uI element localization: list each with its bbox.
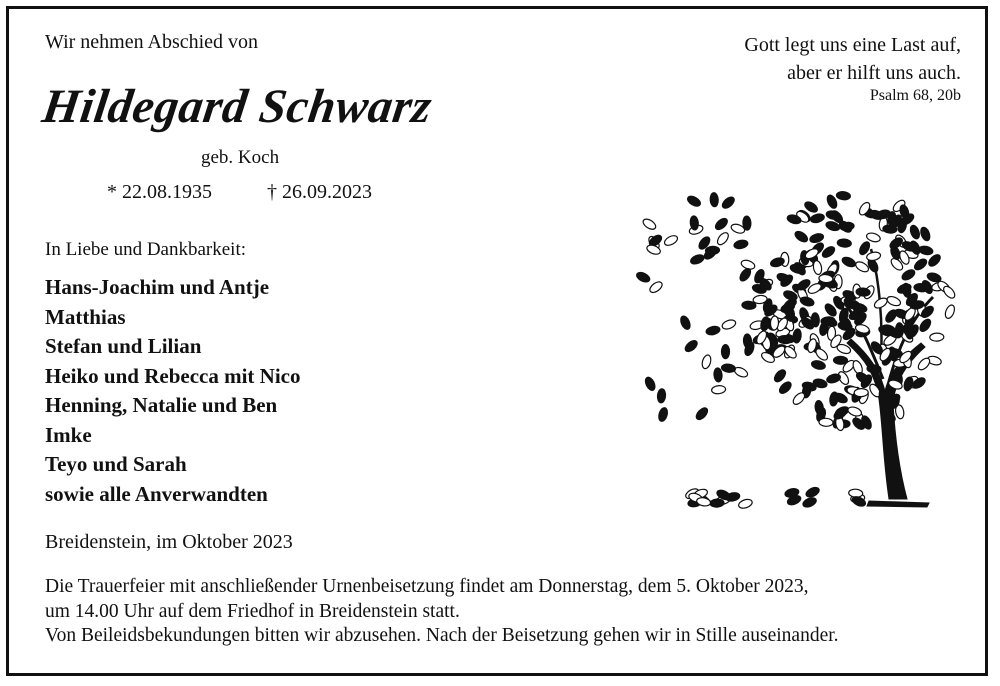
family-list xyxy=(45,273,300,509)
obituary-frame xyxy=(6,6,988,676)
verse-line-1: Gott legt uns eine Last auf, xyxy=(744,34,961,56)
death-date: † 26.09.2023 xyxy=(267,181,372,203)
intro-text: Wir nehmen Abschied von xyxy=(45,31,259,53)
verse-source: Psalm 68, 20b xyxy=(869,87,961,104)
notice-line-2: um 14.00 Uhr auf dem Friedhof in Breidenstein statt. xyxy=(45,600,460,622)
family-intro: In Liebe und Dankbarkeit: xyxy=(45,239,247,260)
tree-with-falling-leaves-icon xyxy=(621,159,961,509)
family-member: Heiko und Rebecca mit Nico xyxy=(45,363,301,388)
notice-line-1: Die Trauerfeier mit anschließender Urnenbeisetzung findet am Donnerstag, dem 5. Oktober 2023, xyxy=(45,576,809,597)
maiden-name: geb. Koch xyxy=(201,147,280,168)
place-date: Breidenstein, im Oktober 2023 xyxy=(45,531,293,553)
family-member: Hans-Joachim und Antje xyxy=(45,275,270,299)
family-member: Stefan und Lilian xyxy=(45,334,202,358)
family-member: sowie alle Anverwandten xyxy=(45,481,268,506)
funeral-notice xyxy=(45,575,839,649)
bible-verse xyxy=(744,31,961,87)
birth-date: * 22.08.1935 xyxy=(107,181,212,203)
verse-line-2: aber er hilft uns auch. xyxy=(787,62,961,84)
family-member: Henning, Natalie und Ben xyxy=(45,393,278,417)
family-member: Matthias xyxy=(45,304,126,329)
deceased-name: Hildegard Schwarz xyxy=(39,80,436,133)
family-member: Teyo und Sarah xyxy=(45,452,187,476)
family-member: Imke xyxy=(45,422,92,447)
notice-line-3: Von Beileidsbekundungen bitten wir abzusehen. Nach der Beisetzung gehen wir in Stille auseinander. xyxy=(45,625,839,646)
